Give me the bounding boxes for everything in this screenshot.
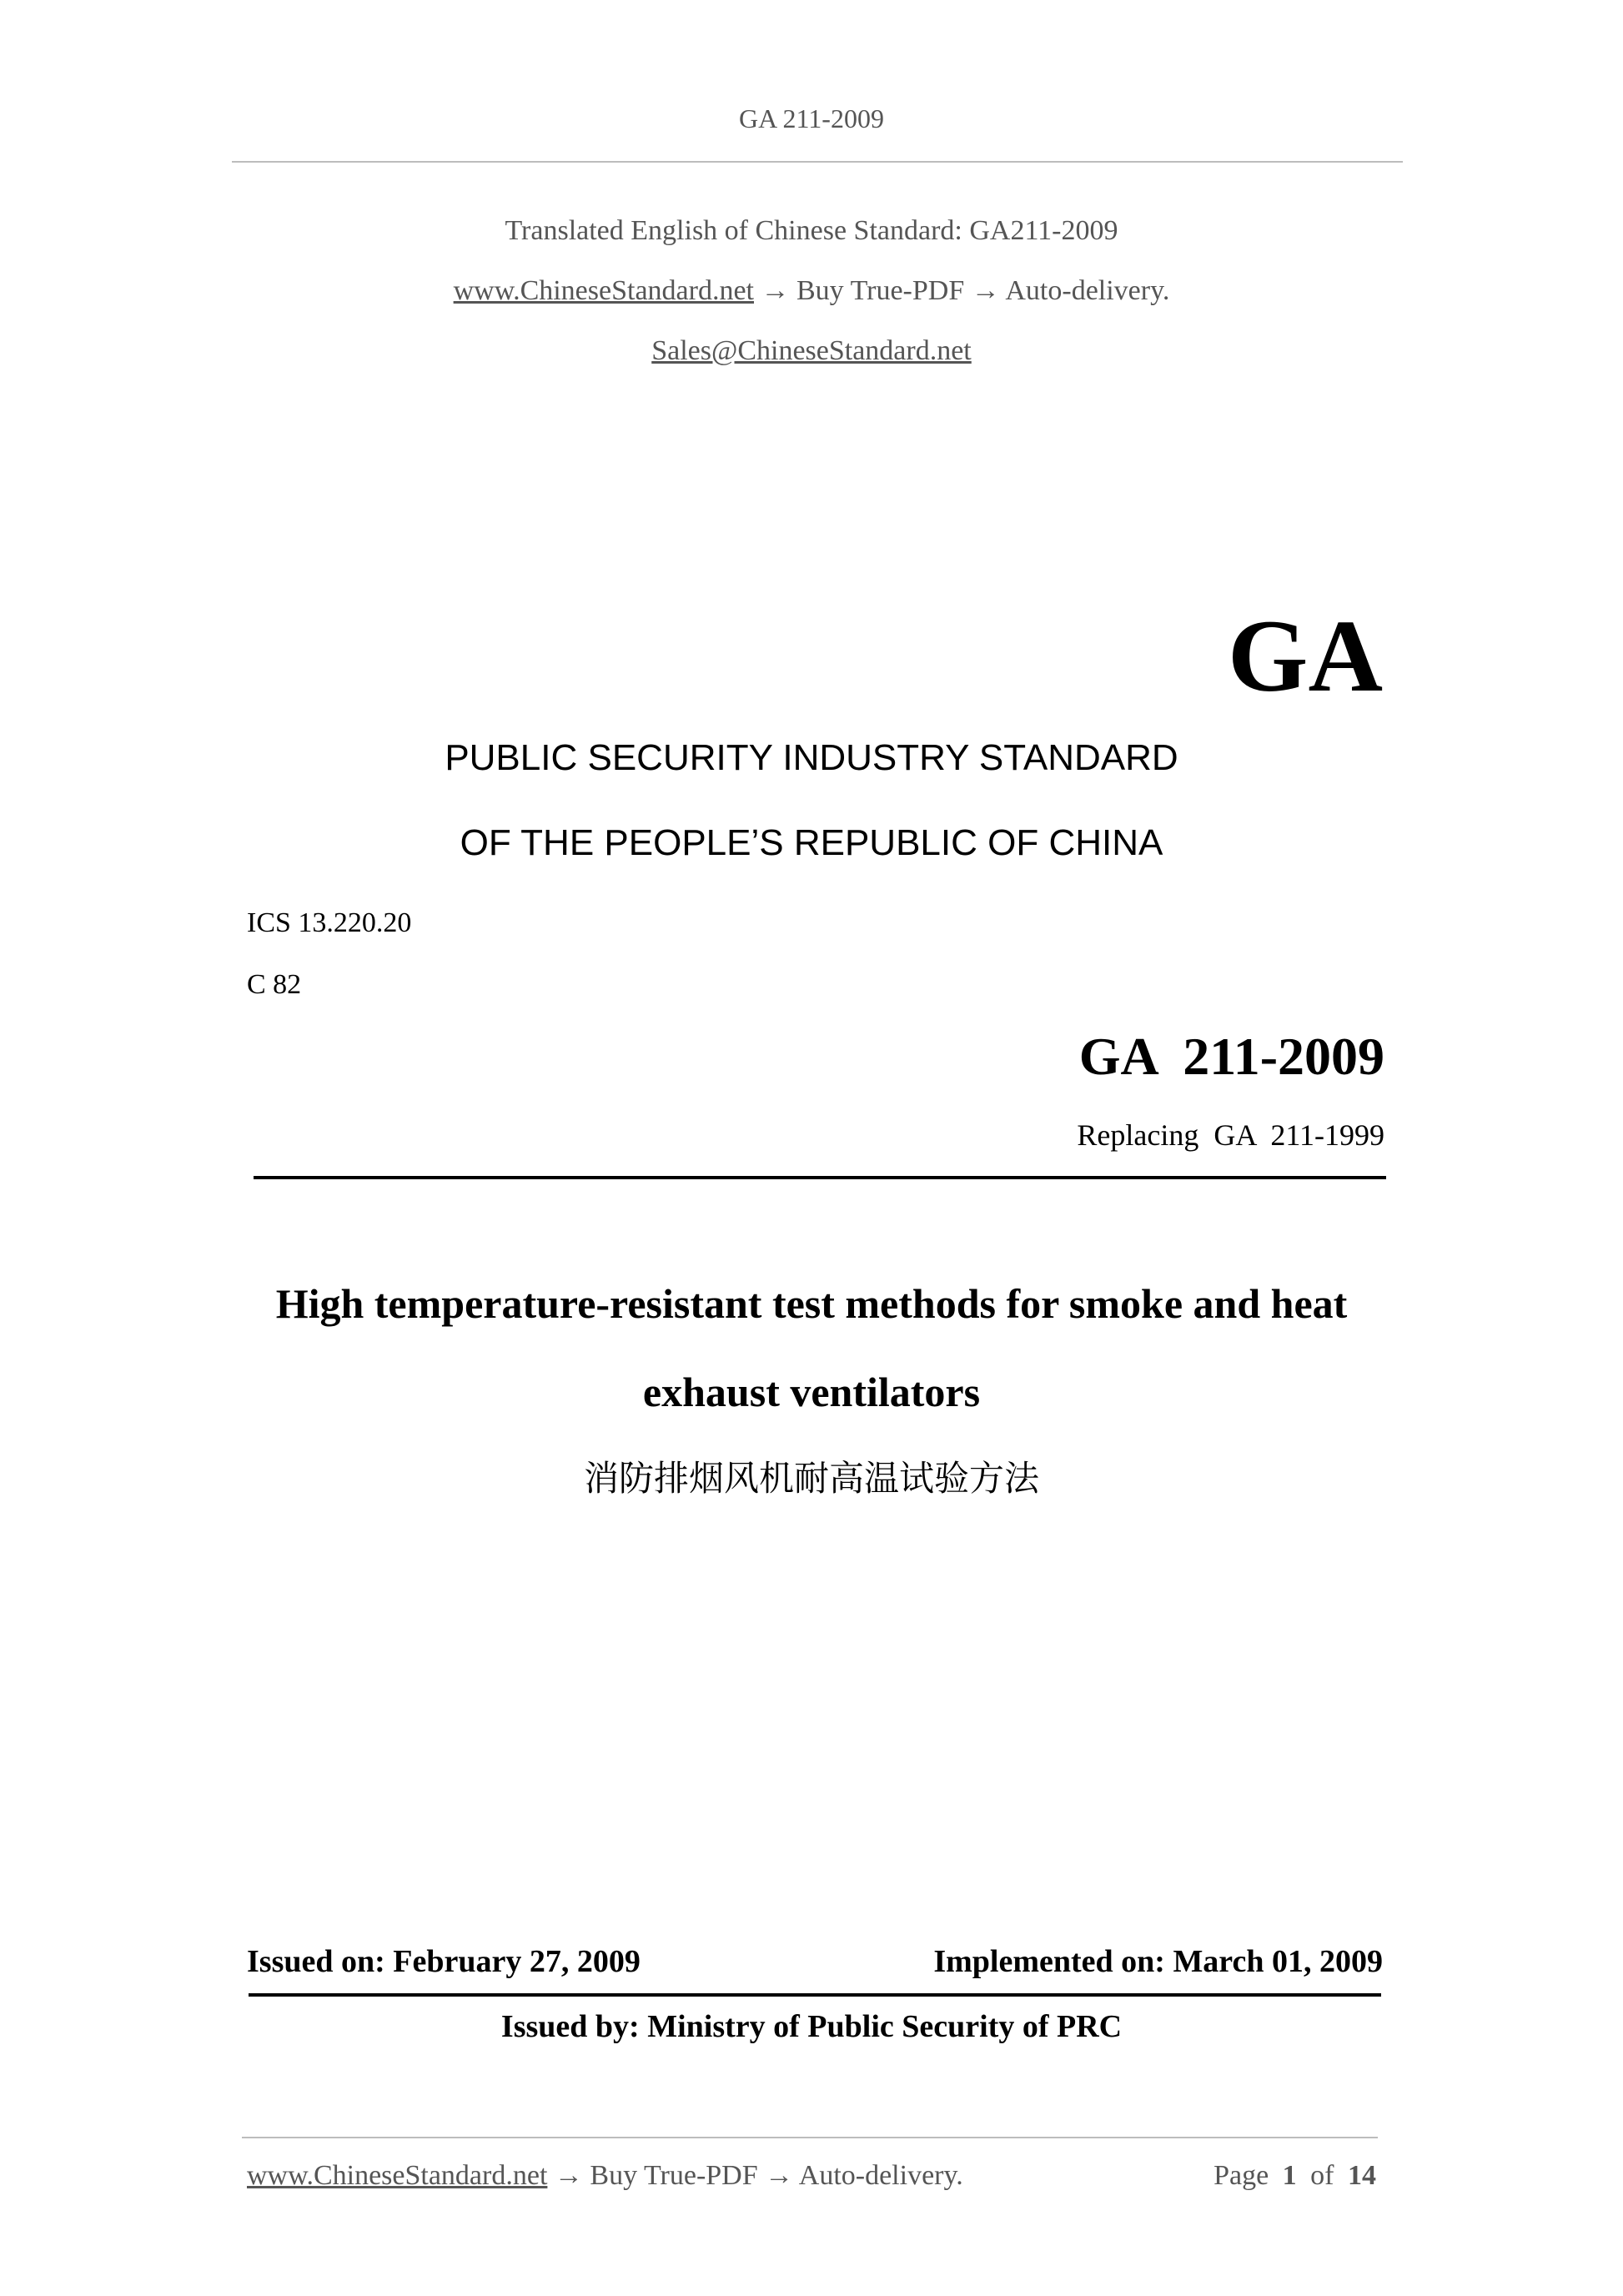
document-title-line2: exhaust ventilators: [642, 1369, 981, 1415]
total-pages: 14: [1348, 2160, 1376, 2191]
of-label: of: [1310, 2160, 1334, 2191]
issue-divider: [249, 1993, 1381, 1997]
footer-purchase-line: [247, 2160, 963, 2192]
issued-on: Issued on: February 27, 2009: [247, 1944, 641, 1979]
header-divider: [232, 161, 1403, 163]
running-header: GA 211-2009: [739, 103, 884, 133]
delivery-text: Auto-delivery.: [1005, 275, 1170, 306]
arrow-icon: →: [971, 275, 1000, 306]
email-line: [0, 335, 1623, 367]
translation-line: Translated English of Chinese Standard: GA211-2009: [505, 215, 1118, 246]
page-number: 1: [1282, 2160, 1297, 2191]
footer-site-link[interactable]: www.ChineseStandard.net: [247, 2160, 548, 2191]
arrow-icon: →: [765, 2160, 794, 2191]
title-divider: [254, 1176, 1386, 1179]
standard-type-line1: PUBLIC SECURITY INDUSTRY STANDARD: [445, 737, 1178, 778]
standard-logo: GA: [1228, 599, 1383, 713]
ccs-code: C 82: [247, 969, 302, 1000]
ics-code: ICS 13.220.20: [247, 907, 412, 938]
replacing-note: Replacing GA 211-1999: [1077, 1118, 1384, 1152]
arrow-icon: →: [761, 275, 790, 306]
page-indicator: [1213, 2160, 1376, 2192]
standard-type-line2: OF THE PEOPLE’S REPUBLIC OF CHINA: [460, 822, 1163, 863]
arrow-icon: →: [554, 2160, 583, 2191]
standard-number: GA 211-2009: [1078, 1027, 1384, 1086]
footer-buy-text: Buy True-PDF: [590, 2160, 758, 2191]
site-link[interactable]: www.ChineseStandard.net: [453, 275, 754, 306]
chinese-title: 消防排烟风机耐高温试验方法: [583, 1458, 1039, 1499]
purchase-line: [0, 275, 1623, 307]
footer-divider: [242, 2137, 1378, 2138]
email-link[interactable]: Sales@ChineseStandard.net: [651, 335, 972, 366]
footer-delivery-text: Auto-delivery.: [798, 2160, 963, 2191]
implemented-on: Implemented on: March 01, 2009: [933, 1944, 1383, 1979]
document-title-line1: High temperature-resistant test methods for smoke and heat: [275, 1280, 1348, 1327]
issued-by: Issued by: Ministry of Public Security of PRC: [500, 2009, 1123, 2044]
page-label: Page: [1213, 2160, 1269, 2191]
buy-text: Buy True-PDF: [796, 275, 965, 306]
